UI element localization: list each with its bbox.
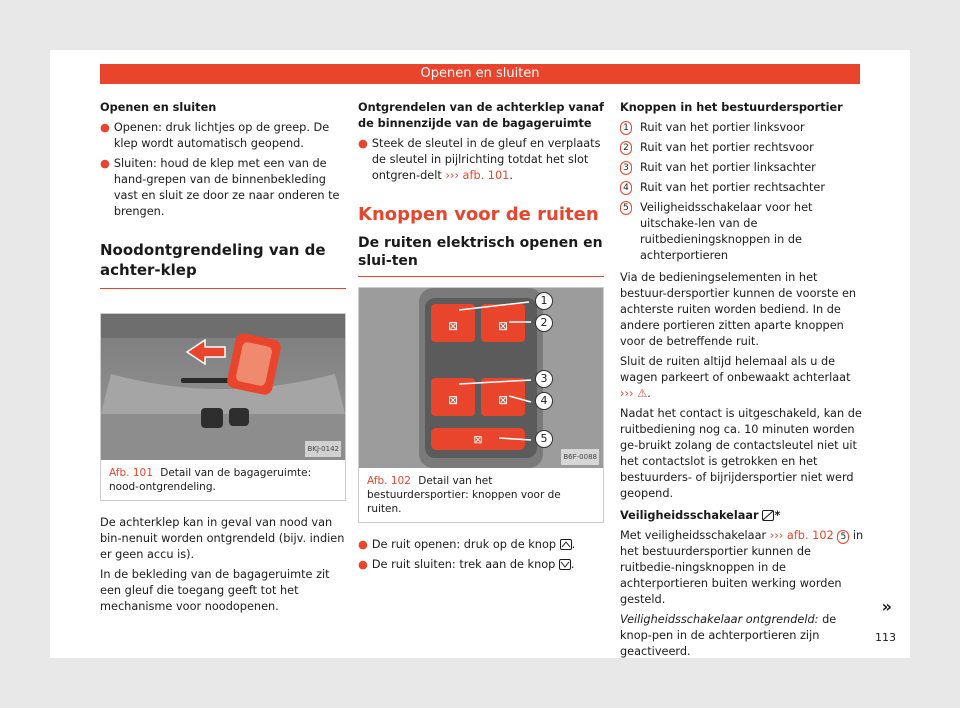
number-marker: 5 [620,201,632,215]
bullet-icon: ● [358,137,368,150]
column-middle [358,100,604,577]
section-heading: Knoppen in het bestuurdersportier [620,101,843,114]
figure-code: B6F-0088 [561,449,599,465]
page-number: 113 [875,631,896,644]
callout-marker: 3 [535,370,553,388]
figure-link[interactable]: ››› afb. 102 [769,529,834,542]
number-marker: 3 [620,161,632,175]
bullet-icon: ● [100,121,110,134]
paragraph: De achterklep kan in geval van nood van bin-nenuit worden ontgrendeld (bijv. indien er geen accu is). [100,516,345,561]
section-heading: Openen en sluiten [100,101,217,114]
window-open-icon [560,539,572,550]
bullet-icon: ● [100,157,110,170]
callout-marker: 1 [535,292,553,310]
list-item: 4 Ruit van het portier rechtsachter [620,180,866,196]
svg-text:⊠: ⊠ [497,319,509,333]
list-item: ● Sluiten: houd de klep met een van de hand-grepen van de binnenbekleding vast en sluit ze door ze naar onderen te brengen. [100,157,340,218]
list-item: 3 Ruit van het portier linksachter [620,160,866,176]
section-title: De ruiten elektrisch openen en slui-ten [358,234,604,277]
callout-marker: 5 [535,430,553,448]
window-switches-image [359,288,603,468]
paragraph: In de bekleding van de bagageruimte zit een gleuf die toegang geeft tot het mechanisme voor noodopenen. [100,568,330,613]
trunk-illustration [101,314,345,460]
bullet-icon: ● [358,558,368,571]
page-header: Openen en sluiten [100,64,860,84]
numbered-list [620,120,866,264]
svg-text:⊠: ⊠ [447,319,459,333]
continue-arrow-icon: » [881,597,892,616]
column-left [100,100,346,619]
paragraph: Nadat het contact is uitgeschakeld, kan de ruitbediening nog ca. 10 minuten worden ge-bruikt zolang de contactsleutel niet uit het contactslot is getrokken en het bestuurders- of bijrijdersportier niet werd geopend. [620,407,862,500]
list-item: 1 Ruit van het portier linksvoor [620,120,866,136]
column-right [620,100,866,664]
figure-caption: Afb. 102 Detail van het bestuurdersportier: knoppen voor de ruiten. [367,475,561,515]
callout-stack-bottom [535,430,553,448]
callout-marker: 2 [535,314,553,332]
chapter-title: Knoppen voor de ruiten [358,204,599,225]
svg-text:⊠: ⊠ [497,393,509,407]
callout-stack-middle [535,370,553,410]
warning-icon: ⚠ [637,387,648,400]
paragraph: Met veiligheidsschakelaar ››› afb. 102 5 in het bestuurdersportier kunnen de ruitbedie-ningsknoppen in de achterportieren buiten werking worden gesteld. [620,529,864,606]
paragraph: Sluit de ruiten altijd helemaal als u de wagen parkeert of onbewaakt achterlaat ››› ⚠. [620,355,851,400]
figure-caption: Afb. 101 Detail van de bagageruimte: nood-ontgrendeling. [109,467,312,493]
number-marker: 1 [620,121,632,135]
list-item: 2 Ruit van het portier rechtsvoor [620,140,866,156]
callout-marker: 4 [535,392,553,410]
figure-101 [100,313,346,501]
door-switch-illustration [359,288,603,468]
warning-link[interactable]: ››› [620,387,634,400]
subsection-heading: Veiligheidsschakelaar * [620,509,781,522]
window-lock-icon [762,510,774,521]
svg-text:⊠: ⊠ [447,393,459,407]
paragraph: Veiligheidsschakelaar ontgrendeld: de knop-pen in de achterportieren zijn geactiveerd. [620,613,837,658]
paragraph: Via de bedieningselementen in het bestuur-dersportier kunnen de voorste en achterste ruiten worden bediend. In de andere portieren zitten aparte knoppen voor de betreffende ruit. [620,271,857,348]
list-item: ● Steek de sleutel in de gleuf en verplaats de sleutel in pijlrichting totdat het slot ontgren-delt ››› afb. 101. [358,137,601,182]
section-heading: Ontgrendelen van de achterklep vanaf de binnenzijde van de bagageruimte [358,101,604,130]
number-marker: 2 [620,141,632,155]
figure-102 [358,287,604,523]
list-item: ● De ruit openen: druk op de knop . [358,538,576,551]
window-close-icon [559,559,571,570]
list-item: ● Openen: druk lichtjes op de greep. De klep wordt automatisch geopend. [100,121,330,150]
svg-text:⊠: ⊠ [473,433,483,446]
section-title: Noodontgrendeling van de achter-klep [100,240,346,289]
manual-page [50,50,910,658]
bullet-icon: ● [358,538,368,551]
number-marker: 5 [837,530,849,544]
figure-code: BKJ-0142 [305,441,341,457]
figure-link[interactable]: ››› afb. 101 [445,169,510,182]
number-marker: 4 [620,181,632,195]
callout-stack-top [535,292,553,332]
list-item: ● De ruit sluiten: trek aan de knop . [358,558,575,571]
trunk-emergency-release-image [101,314,345,460]
list-item: 5 Veiligheidsschakelaar voor het uitschake-len van de ruitbedieningsknoppen in de achterportieren [620,200,866,264]
